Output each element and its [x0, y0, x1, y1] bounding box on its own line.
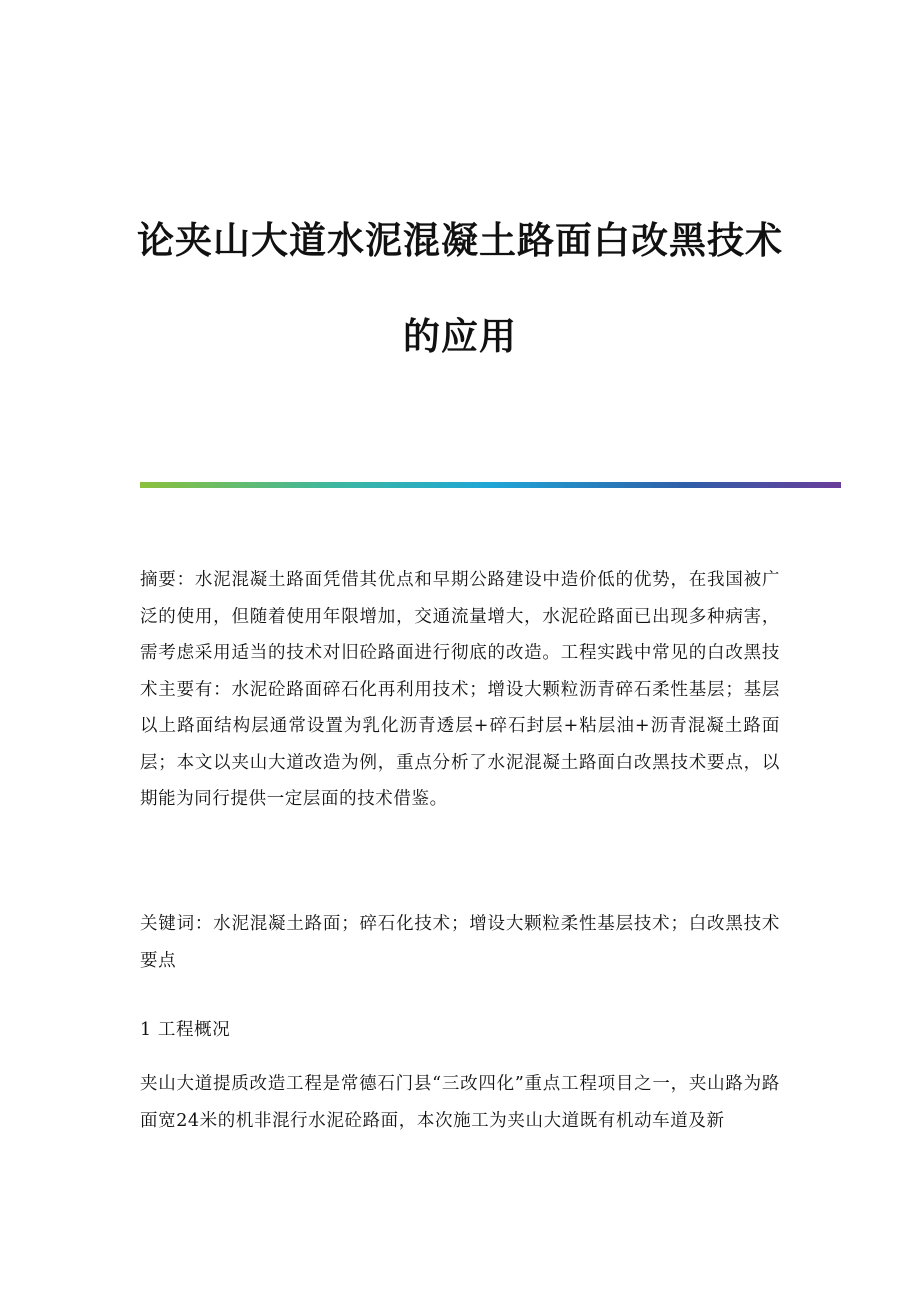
abstract-paragraph: 摘要：水泥混凝土路面凭借其优点和早期公路建设中造价低的优势，在我国被广泛的使用，但随着使用年限增加，交通流量增大，水泥砼路面已出现多种病害，需考虑采用适当的技术对旧砼路面进行彻底的改造。工程实践中常见的白改黑技术主要有：水泥砼路面碎石化再利用技术；增设大颗粒沥青碎石柔性基层；基层以上路面结构层通常设置为乳化沥青透层+碎石封层+粘层油+沥青混凝土路面层；本文以夹山大道改造为例，重点分析了水泥混凝土路面白改黑技术要点，以期能为同行提供一定层面的技术借鉴。 — [140, 570, 780, 809]
section-body-paragraph: 夹山大道提质改造工程是常德石门县“三改四化”重点工程项目之一，夹山路为路面宽24米的机非混行水泥砼路面，本次施工为夹山大道既有机动车道及新 — [140, 1074, 780, 1131]
document-title-line-1: 论夹山大道水泥混凝土路面白改黑技术 — [137, 219, 783, 262]
title-divider — [140, 482, 841, 488]
keywords-paragraph: 关键词：水泥混凝土路面；碎石化技术；增设大颗粒柔性基层技术；白改黑技术要点 — [140, 914, 780, 971]
section-heading: 1 工程概况 — [140, 1020, 231, 1040]
document-title-line-2: 的应用 — [403, 315, 517, 358]
